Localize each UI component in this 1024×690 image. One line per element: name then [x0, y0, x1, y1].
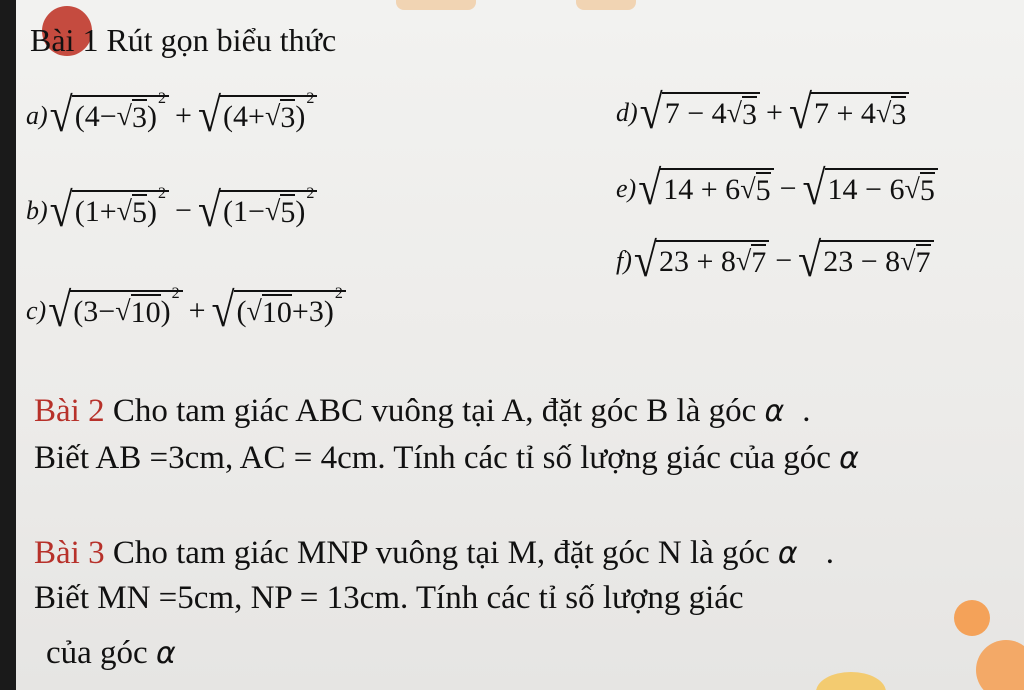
item-b-label: b)	[26, 196, 48, 225]
item-e: e) √ 14 + 6 √ 5 − √ 14 − 6 √ 5	[616, 168, 938, 210]
orange-dot-decoration	[954, 600, 990, 636]
orange-dot-decoration	[976, 640, 1024, 690]
exercise3-heading: Bài 3	[34, 535, 105, 571]
item-f: f) √ 23 + 8 √ 7 − √ 23 − 8 √ 7	[616, 240, 934, 282]
item-a-label: a)	[26, 101, 48, 130]
period: .	[825, 535, 834, 571]
item-d-label: d)	[616, 98, 638, 127]
alpha-symbol: α	[155, 636, 176, 671]
exercise2-heading: Bài 2	[34, 393, 105, 429]
alpha-symbol: α	[839, 441, 859, 476]
exercise1-title: Bài 1 Rút gọn biểu thức	[30, 22, 337, 58]
exercise2-text2: Biết AB =3cm, AC = 4cm. Tính các tỉ số lượng giác của góc	[34, 440, 840, 476]
period: .	[802, 393, 811, 429]
exercise3-line2	[34, 580, 744, 617]
item-c-label: c)	[26, 296, 47, 325]
decoration-bar	[576, 0, 636, 10]
item-a: a) √ (4− √ 3 ) 2 + √ (4+ √ 3 ) 2	[26, 95, 317, 137]
alpha-symbol: α	[777, 536, 798, 571]
exercise3-text2: Biết MN =5cm, NP = 13cm. Tính các tỉ số lượng giác	[34, 580, 744, 616]
item-d: d) √ 7 − 4 √ 3 + √ 7 + 4 √ 3	[616, 92, 909, 134]
exercise2-text1: Cho tam giác ABC vuông tại A, đặt góc B là góc	[104, 393, 765, 429]
exercise3-line3	[46, 635, 176, 672]
exercise2-line1	[34, 393, 811, 430]
exercise3-text1: Cho tam giác MNP vuông tại M, đặt góc N là góc	[104, 535, 778, 571]
exercise3-text3: của góc	[46, 635, 156, 671]
alpha-symbol: α	[764, 394, 785, 429]
yellow-dot-decoration	[816, 672, 886, 690]
decoration-bar	[396, 0, 476, 10]
item-c: c) √ (3− √ 10 ) 2 + √ ( √ 10 +3) 2	[26, 290, 346, 332]
item-e-label: e)	[616, 174, 637, 203]
exercise3-line1	[34, 535, 834, 572]
exercise2-line2	[34, 440, 859, 477]
photo-of-screen	[16, 0, 1024, 690]
item-b: b) √ (1+ √ 5 ) 2 − √ (1− √ 5 ) 2	[26, 190, 317, 232]
item-f-label: f)	[616, 246, 632, 275]
